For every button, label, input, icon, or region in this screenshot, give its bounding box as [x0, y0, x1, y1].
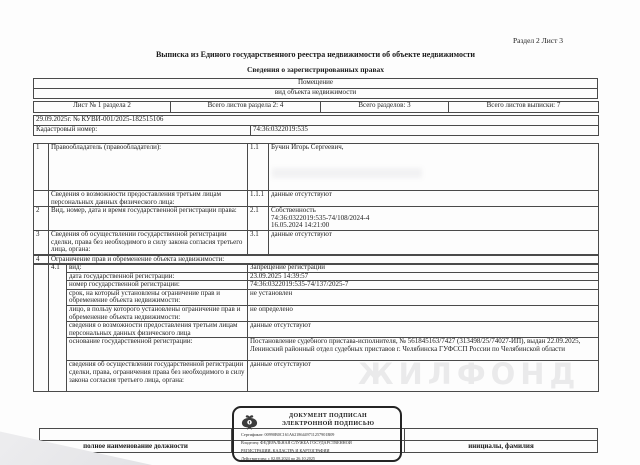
row-label: Вид, номер, дата и время государственной регистрации права:	[49, 207, 248, 231]
restriction-label: дата государственной регистрации:	[67, 272, 248, 281]
restriction-value: 74:36:0322019:535-74/137/2025-7	[248, 281, 599, 290]
row-subnumber: 1.1	[248, 144, 269, 191]
stamp-owner-line1: Владелец: ФЕДЕРАЛЬНАЯ СЛУЖБА ГОСУДАРСТВЕННОЙ	[241, 440, 352, 445]
row-registration	[34, 207, 599, 231]
restriction-label: номер государственной регистрации:	[67, 281, 248, 290]
restriction-row	[34, 361, 599, 392]
restriction-row	[34, 289, 599, 305]
restriction-value: не установлен	[248, 289, 599, 305]
footer-name-label: инициалы, фамилия	[405, 441, 598, 453]
sections-total-cell: Всего разделов: 3	[321, 102, 449, 113]
row-subnumber: 3.1	[248, 231, 269, 255]
restrictions-header-label: Ограничение прав и обременение объекта недвижимости:	[49, 256, 599, 265]
row-value: данные отсутствуют	[269, 231, 599, 255]
restriction-value: Постановление судебного пристава-исполнителя, № 561845163/7427 (313498/25/74027-ИП), выдан 22.09.2025, Ленинский районный отдел судебных приставов г. Челябинска ГУФССП России по Челябинской области	[248, 338, 599, 361]
restriction-label: лицо, в пользу которого установлены ограничение прав и обременение объекта недвижимости:	[67, 305, 248, 321]
restrictions-table	[33, 263, 599, 392]
doc-info-table	[33, 115, 599, 136]
object-type-caption: вид объекта недвижимости	[34, 89, 598, 99]
stamp-owner-line2: РЕГИСТРАЦИИ, КАДАСТРА И КАРТОГРАФИИ	[241, 448, 330, 453]
row-subnumber: 1.1.1	[248, 191, 269, 207]
restriction-label: основание государственной регистрации:	[67, 338, 248, 361]
stamp-validity: Действителен: с 02.08.2024 по 26.10.2025	[241, 456, 316, 461]
document-subtitle: Сведения о зарегистрированных правах	[246, 65, 385, 74]
registration-value	[269, 207, 599, 231]
row-number: 3	[34, 231, 49, 255]
restriction-row	[34, 272, 599, 281]
row-label: Правообладатель (правообладатели):	[49, 144, 248, 191]
row-right-holder	[34, 144, 599, 191]
restriction-label: сведения об осуществлении государственной регистрации сделки, права, ограничения права без необходимого в силу закона согласия третьего лица, органа:	[67, 361, 248, 392]
registration-number: 74:36:0322019:535-74/108/2024-4	[271, 213, 370, 222]
signature-line-position	[40, 429, 232, 441]
cadastral-number-label: Кадастровый номер:	[34, 126, 251, 136]
restriction-row	[34, 305, 599, 321]
stamp-certificate: Сертификат: 00990B0C161A62186449711257901B09	[241, 432, 335, 437]
right-holder-name: Бучин Игорь Сергеевич,	[269, 144, 599, 191]
object-type-value: Помещение	[34, 79, 598, 89]
coat-of-arms-icon	[241, 413, 258, 433]
restriction-row	[34, 322, 599, 338]
registration-datetime: 16.05.2024 14:21:00	[271, 221, 330, 230]
footer-position-label: полное наименование должности	[40, 441, 232, 453]
restriction-value: данные отсутствуют	[248, 322, 599, 338]
row-label: Сведения об осуществлении государственной регистрации сделки, права без необходимого в силу закона согласия третьего лица, органа:	[49, 231, 248, 255]
sheet-number-cell: Лист № 1 раздела 2	[34, 102, 171, 113]
row-value: данные отсутствуют	[269, 191, 599, 207]
row-subnumber: 4.1	[49, 264, 67, 392]
row-number: 1	[34, 144, 49, 191]
row-personal-data	[34, 191, 599, 207]
extract-sheets-cell: Всего листов выписки: 7	[449, 102, 599, 113]
row-number-empty	[34, 264, 49, 392]
restriction-value: данные отсутствуют	[248, 361, 599, 392]
restriction-label: срок, на который установлены ограничение прав и обременение объекта недвижимости:	[67, 289, 248, 305]
restriction-value: 23.09.2025 14:39:57	[248, 272, 599, 281]
cadastral-number-value: 74:36:0322019:535	[251, 126, 599, 136]
restriction-row	[34, 281, 599, 290]
row-number: 4	[34, 256, 49, 265]
row-number: 2	[34, 207, 49, 231]
section-sheets-cell: Всего листов раздела 2: 4	[171, 102, 321, 113]
restriction-value: Запрещение регистрации	[248, 264, 599, 273]
restriction-row	[34, 338, 599, 361]
row-number-empty	[34, 191, 49, 207]
row-deal-consent	[34, 231, 599, 255]
row-label: Сведения о возможности предоставления третьим лицам персональных данных физического лица:	[49, 191, 248, 207]
signature-stamp	[232, 406, 402, 462]
restriction-label: сведения о возможности предоставления третьим лицам персональных данных физического лица	[67, 322, 248, 338]
rights-table-top	[33, 143, 599, 255]
ownership-type: Собственность	[271, 206, 316, 215]
row-subnumber: 2.1	[248, 207, 269, 231]
site-watermark: ЖИЛФОНД	[358, 357, 581, 391]
stamp-title-line2: ЭЛЕКТРОННОЙ ПОДПИСЬЮ	[281, 421, 375, 427]
restriction-value: не определено	[248, 305, 599, 321]
object-type-table	[33, 78, 598, 99]
sheet-info-table	[33, 101, 599, 113]
section-sheet-label: Раздел 2 Лист 3	[512, 36, 563, 45]
restriction-row	[34, 264, 599, 273]
document-title: Выписка из Единого государственного реестра недвижимости об объекте недвижимости	[155, 50, 476, 59]
signature-line-name	[405, 429, 598, 441]
stamp-title-line1: ДОКУМЕНТ ПОДПИСАН	[289, 413, 367, 419]
restriction-label: вид:	[67, 264, 248, 273]
doc-date-number: 29.09.2025г. № КУВИ-001/2025-182515106	[34, 116, 599, 126]
